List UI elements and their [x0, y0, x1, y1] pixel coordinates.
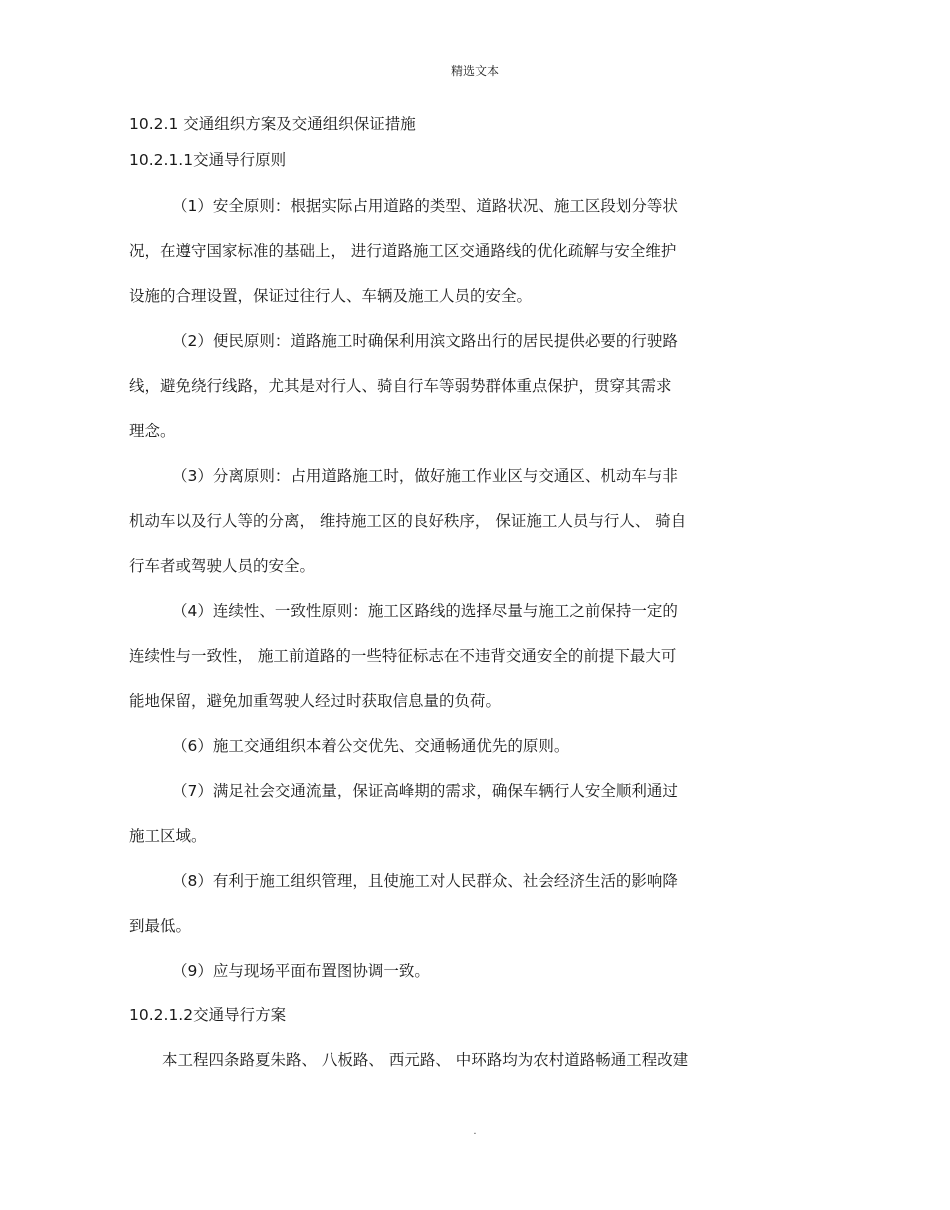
paragraph-line: 连续性与一致性， 施工前道路的一些特征标志在不违背交通安全的前提下最大可	[129, 647, 677, 665]
paragraph-line: （2）便民原则：道路施工时确保利用滨文路出行的居民提供必要的行驶路	[172, 332, 678, 350]
paragraph-line: 设施的合理设置，保证过往行人、车辆及施工人员的安全。	[129, 287, 533, 305]
paragraph-line: 能地保留，避免加重驾驶人经过时获取信息量的负荷。	[129, 692, 502, 710]
paragraph-line: （1）安全原则：根据实际占用道路的类型、道路状况、施工区段划分等状	[172, 197, 678, 215]
paragraph-line: 机动车以及行人等的分离， 维持施工区的良好秩序， 保证施工人员与行人、 骑自	[129, 512, 687, 530]
paragraph-line: （6）施工交通组织本着公交优先、交通畅通优先的原则。	[172, 737, 570, 755]
section-heading: 10.2.1 交通组织方案及交通组织保证措施	[129, 115, 416, 133]
paragraph-line: （3）分离原则：占用道路施工时，做好施工作业区与交通区、机动车与非	[172, 467, 678, 485]
subsection-heading: 10.2.1.2交通导行方案	[129, 1006, 287, 1024]
paragraph-line: 本工程四条路夏朱路、 八板路、 西元路、 中环路均为农村道路畅通工程改建	[162, 1051, 689, 1069]
paragraph-line: （9）应与现场平面布置图协调一致。	[172, 962, 430, 980]
subsection-heading: 10.2.1.1交通导行原则	[129, 151, 287, 169]
paragraph-line: （4）连续性、一致性原则：施工区路线的选择尽量与施工之前保持一定的	[172, 602, 678, 620]
paragraph-line: 况，在遵守国家标准的基础上， 进行道路施工区交通路线的优化疏解与安全维护	[129, 242, 677, 260]
paragraph-line: （8）有利于施工组织管理，且使施工对人民群众、社会经济生活的影响降	[172, 872, 678, 890]
page-header: 精选文本	[450, 64, 499, 78]
page-footer: .	[473, 1126, 477, 1137]
paragraph-line: 到最低。	[129, 917, 192, 935]
paragraph-line: 线，避免绕行线路，尤其是对行人、骑自行车等弱势群体重点保护，贯穿其需求	[129, 377, 672, 395]
paragraph-line: 理念。	[129, 422, 176, 440]
paragraph-line: （7）满足社会交通流量，保证高峰期的需求，确保车辆行人安全顺利通过	[172, 782, 678, 800]
paragraph-line: 施工区域。	[129, 827, 207, 845]
paragraph-line: 行车者或驾驶人员的安全。	[129, 557, 316, 575]
